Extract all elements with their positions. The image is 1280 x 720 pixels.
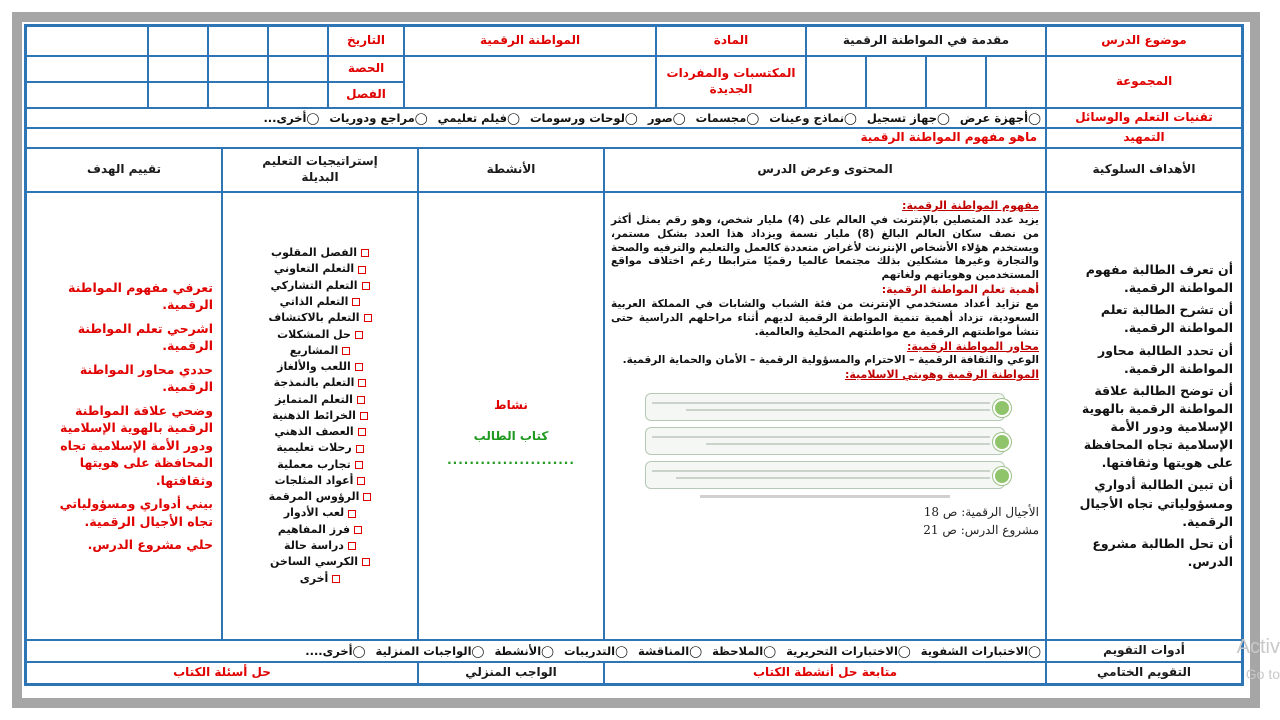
objective-item: أن توضح الطالبة علاقة المواطنة الرقمية بالهوية الإسلامية ودور الأمة الإسلامية تجاه المحافظة على هويتها وثقافتها. xyxy=(1081,382,1233,471)
strategy-item[interactable] xyxy=(274,424,365,440)
strategy-label: اللعب والألغاز xyxy=(277,360,351,374)
assessment-option[interactable]: ◯الملاحظة xyxy=(712,643,777,658)
strategy-label: حل المشكلات xyxy=(277,327,351,341)
class-cell[interactable] xyxy=(268,82,328,108)
tool-option[interactable]: ◯جهاز تسجيل xyxy=(866,110,950,125)
objective-item: أن تحل الطالبة مشروع الدرس. xyxy=(1092,535,1233,569)
tool-option[interactable]: ◯أجهزة عرض xyxy=(959,110,1041,125)
checkbox-icon[interactable] xyxy=(348,542,356,550)
strategy-label: لعب الأدوار xyxy=(283,506,345,520)
homework-label: الواجب المنزلي xyxy=(418,662,604,684)
strategy-item[interactable] xyxy=(278,522,362,538)
checkbox-icon[interactable] xyxy=(355,363,363,371)
group-cell[interactable] xyxy=(806,56,866,108)
strategy-label: الرؤوس المرقمة xyxy=(268,490,360,504)
strategy-label: التعلم بالاكتشاف xyxy=(268,311,360,325)
strategies-list xyxy=(222,192,418,640)
date-cell[interactable] xyxy=(208,26,268,56)
assessment-option[interactable]: ◯التدريبات xyxy=(564,643,628,658)
evaluation-item: بيني أدواري ومسؤولياتي تجاه الأجيال الرقمية. xyxy=(59,496,213,529)
evaluation-item: وضحي علاقة المواطنة الرقمية بالهوية الإسلامية ودور الأمة الإسلامية تجاه المحافظة على هويتها وثقافتها. xyxy=(60,402,213,488)
evaluation-item: تعرفي مفهوم المواطنة الرقمية. xyxy=(68,279,213,312)
tool-option[interactable]: ◯صور xyxy=(647,110,686,125)
checkbox-icon[interactable] xyxy=(364,314,372,322)
topic-value: مقدمة في المواطنة الرقمية xyxy=(806,26,1046,56)
content-heading: مفهوم المواطنة الرقمية: xyxy=(902,199,1039,212)
tool-option[interactable]: ◯أخرى... xyxy=(263,110,320,125)
tools-options xyxy=(26,108,1046,128)
assessment-label: أدوات التقويم xyxy=(1046,640,1242,662)
figure-item xyxy=(645,461,1005,489)
lesson-content xyxy=(604,192,1046,640)
figure-item xyxy=(645,393,1005,421)
strategy-item[interactable] xyxy=(272,408,368,424)
checkbox-icon[interactable] xyxy=(357,396,365,404)
strategy-label: العصف الذهني xyxy=(274,425,354,439)
strategy-label: دراسة حالة xyxy=(284,538,344,552)
objective-item: أن تحدد الطالبة محاور المواطنة الرقمية. xyxy=(1098,342,1233,376)
strategy-label: الفصل المقلوب xyxy=(271,246,357,260)
group-label: المجموعة xyxy=(1046,56,1242,108)
assessment-option[interactable]: ◯الاختبارات التحريرية xyxy=(786,643,911,658)
bullet-icon xyxy=(993,433,1011,451)
page-ref: مشروع الدرس: ص 21 xyxy=(923,522,1039,537)
strategy-item[interactable] xyxy=(280,294,361,310)
strategy-item[interactable] xyxy=(290,343,351,359)
class-label: الفصل xyxy=(328,82,404,108)
strategies-header: إستراتيجيات التعليم البديلة xyxy=(222,148,418,192)
checkbox-icon[interactable] xyxy=(348,510,356,518)
activation-watermark: Activ xyxy=(1236,636,1280,658)
content-heading: محاور المواطنة الرقمية: xyxy=(906,339,1039,353)
strategy-item[interactable] xyxy=(284,505,356,521)
content-heading: أهمية تعلم المواطنة الرقمية: xyxy=(881,283,1039,297)
evaluation-header: تقييم الهدف xyxy=(26,148,222,192)
period-cell[interactable] xyxy=(208,56,268,82)
objective-item: أن تشرح الطالبة تعلم المواطنة الرقمية. xyxy=(1100,302,1233,336)
intro-label: التمهيد xyxy=(1046,128,1242,148)
checkbox-icon[interactable] xyxy=(363,493,371,501)
checkbox-icon[interactable] xyxy=(360,412,368,420)
strategy-item[interactable] xyxy=(270,278,369,294)
checkbox-icon[interactable] xyxy=(358,428,366,436)
tool-option[interactable]: ◯لوحات ورسومات xyxy=(529,110,638,125)
strategy-item[interactable] xyxy=(274,375,367,391)
strategy-label: فرز المفاهيم xyxy=(277,522,351,536)
assessment-options xyxy=(26,640,1046,662)
figure-item xyxy=(645,427,1005,455)
activity-title: نشاط xyxy=(494,397,528,412)
group-cell[interactable] xyxy=(986,56,1046,108)
strategy-label: أخرى xyxy=(299,571,329,585)
strategy-item[interactable] xyxy=(274,261,366,277)
checkbox-icon[interactable] xyxy=(355,331,363,339)
class-cell[interactable] xyxy=(208,82,268,108)
lesson-plan-table xyxy=(24,24,1244,686)
class-cell[interactable] xyxy=(26,82,148,108)
strategy-label: رحلات تعليمية xyxy=(276,441,352,455)
subject-value: المواطنة الرقمية xyxy=(404,26,656,56)
strategy-item[interactable] xyxy=(276,440,363,456)
date-label: التاريخ xyxy=(328,26,404,56)
strategy-item[interactable] xyxy=(284,538,356,554)
vocab-cell[interactable] xyxy=(404,56,656,108)
strategy-item[interactable] xyxy=(275,473,366,489)
period-cell[interactable] xyxy=(268,56,328,82)
strategy-label: المشاريع xyxy=(289,343,339,357)
objective-item: أن تعرف الطالبة مفهوم المواطنة الرقمية. xyxy=(1085,262,1233,296)
bullet-icon xyxy=(993,399,1011,417)
checkbox-icon[interactable] xyxy=(354,526,362,534)
class-cell[interactable] xyxy=(148,82,208,108)
tool-option[interactable]: ◯مراجع ودوريات xyxy=(329,110,428,125)
content-paragraph: مع تزايد أعداد مستخدمي الإنترنت من فئة الشباب والشابات في المملكة العربية السعودية، تزداد أهمية تنمية المواطنة الرقمية لديهم أثناء مراحلهم الدراسية حتى تنشأ مواطنتهم الرقمية مع مواطنتهم المحلية والعالمية. xyxy=(611,298,1039,338)
strategy-label: التعلم التعاوني xyxy=(273,262,355,276)
student-book: كتاب الطالب xyxy=(473,429,549,444)
homework-value: حل أسئلة الكتاب xyxy=(26,662,418,684)
strategy-label: تجارب معملية xyxy=(277,457,351,471)
checkbox-icon[interactable] xyxy=(357,477,365,485)
activities-header: الأنشطة xyxy=(418,148,604,192)
strategy-item[interactable] xyxy=(277,359,363,375)
period-cell[interactable] xyxy=(26,56,148,82)
strategy-item[interactable] xyxy=(271,245,369,261)
subject-label: المادة xyxy=(656,26,806,56)
activities-cell xyxy=(418,192,604,640)
strategy-label: أعواد المثلجات xyxy=(274,473,354,487)
followup-value: متابعة حل أنشطة الكتاب xyxy=(604,662,1046,684)
strategy-item[interactable] xyxy=(270,554,370,570)
final-eval-label: التقويم الختامي xyxy=(1046,662,1242,684)
page-ref: الأجيال الرقمية: ص 18 xyxy=(923,505,1039,520)
content-paragraph: يزيد عدد المتصلين بالإنترنت في العالم على (4) مليار شخص، وهو رقم يمثل أكثر من نصف سكان العالم البالغ (8) مليار نسمة ويزداد هذا العدد بشكل مستمر، ويستخدم هؤلاء الأشخاص الإنترنت لأغراض متعددة كالعمل والتعليم والترفيه والصحة والتجارة وغيرها مشكلين بذلك مجتمعا عالميا رقميًا مترابطا رغم اختلاف مواقع المستخدمين وهوياتهم ولغاتهم xyxy=(611,213,1039,282)
checkbox-icon[interactable] xyxy=(352,298,360,306)
evaluation-item: حلي مشروع الدرس. xyxy=(87,537,213,552)
evaluation-list xyxy=(26,192,222,640)
strategy-item[interactable] xyxy=(300,571,341,587)
period-cell[interactable] xyxy=(148,56,208,82)
assessment-option[interactable]: ◯أخرى.... xyxy=(305,643,366,658)
checkbox-icon[interactable] xyxy=(362,282,370,290)
content-header: المحتوى وعرض الدرس xyxy=(604,148,1046,192)
strategy-item[interactable] xyxy=(269,489,372,505)
checkbox-icon[interactable] xyxy=(356,445,364,453)
strategy-label: التعلم الذاتي xyxy=(279,295,349,308)
date-cell[interactable] xyxy=(268,26,328,56)
intro-value: ماهو مفهوم المواطنة الرقمية xyxy=(26,128,1046,148)
assessment-option[interactable]: ◯الواجبات المنزلية xyxy=(375,643,485,658)
strategy-label: التعلم التشاركي xyxy=(270,278,358,292)
tools-label: تقنيات التعلم والوسائل xyxy=(1046,108,1242,128)
bullet-icon xyxy=(993,467,1011,485)
checkbox-icon[interactable] xyxy=(362,558,370,566)
textbook-figure xyxy=(645,387,1005,498)
evaluation-item: حددي محاور المواطنة الرقمية. xyxy=(79,361,213,394)
checkbox-icon[interactable] xyxy=(342,347,350,355)
checkbox-icon[interactable] xyxy=(355,461,363,469)
tool-option[interactable]: ◯نماذج وعينات xyxy=(769,110,857,125)
objective-item: أن تبين الطالبة أدواري ومسؤولياتي تجاه الأجيال الرقمية. xyxy=(1079,477,1233,529)
vocab-label: المكتسبات والمفردات الجديدة xyxy=(656,56,806,108)
strategy-label: التعلم المتمايز xyxy=(275,392,353,406)
page-references xyxy=(923,504,1039,539)
checkbox-icon[interactable] xyxy=(358,379,366,387)
strategy-item[interactable] xyxy=(277,327,363,343)
evaluation-item: اشرحي تعلم المواطنة الرقمية. xyxy=(77,320,213,353)
assessment-option[interactable]: ◯المناقشة xyxy=(638,643,703,658)
checkbox-icon[interactable] xyxy=(358,266,366,274)
assessment-option[interactable]: ◯الأنشطة xyxy=(494,643,555,658)
date-cell[interactable] xyxy=(148,26,208,56)
tool-option[interactable]: ◯مجسمات xyxy=(695,110,760,125)
objectives-header: الأهداف السلوكية xyxy=(1046,148,1242,192)
content-heading: المواطنة الرقمية وهويتي الاسلامية: xyxy=(844,368,1039,382)
assessment-option[interactable]: ◯الاختبارات الشفوية xyxy=(920,643,1041,658)
strategy-item[interactable] xyxy=(275,392,365,408)
tool-option[interactable]: ◯فيلم تعليمي xyxy=(437,110,520,125)
strategy-label: الخرائط الذهنية xyxy=(272,408,356,422)
checkbox-icon[interactable] xyxy=(332,575,340,583)
topic-label: موضوع الدرس xyxy=(1046,26,1242,56)
period-label: الحصة xyxy=(328,56,404,82)
strategy-item[interactable] xyxy=(269,310,372,326)
strategy-item[interactable] xyxy=(277,457,362,473)
group-cell[interactable] xyxy=(866,56,926,108)
objectives-list xyxy=(1046,192,1242,640)
date-cell[interactable] xyxy=(26,26,148,56)
strategy-label: الكرسي الساخن xyxy=(270,555,358,569)
activation-watermark-sub: Go to xyxy=(1245,666,1280,682)
activity-dots: ....................... xyxy=(447,452,575,467)
content-paragraph: الوعي والثقافة الرقمية – الاحترام والمسؤولية الرقمية – الأمان والحماية الرقمية. xyxy=(622,354,1039,367)
strategy-label: التعلم بالنمذجة xyxy=(273,376,355,390)
group-cell[interactable] xyxy=(926,56,986,108)
checkbox-icon[interactable] xyxy=(361,249,369,257)
